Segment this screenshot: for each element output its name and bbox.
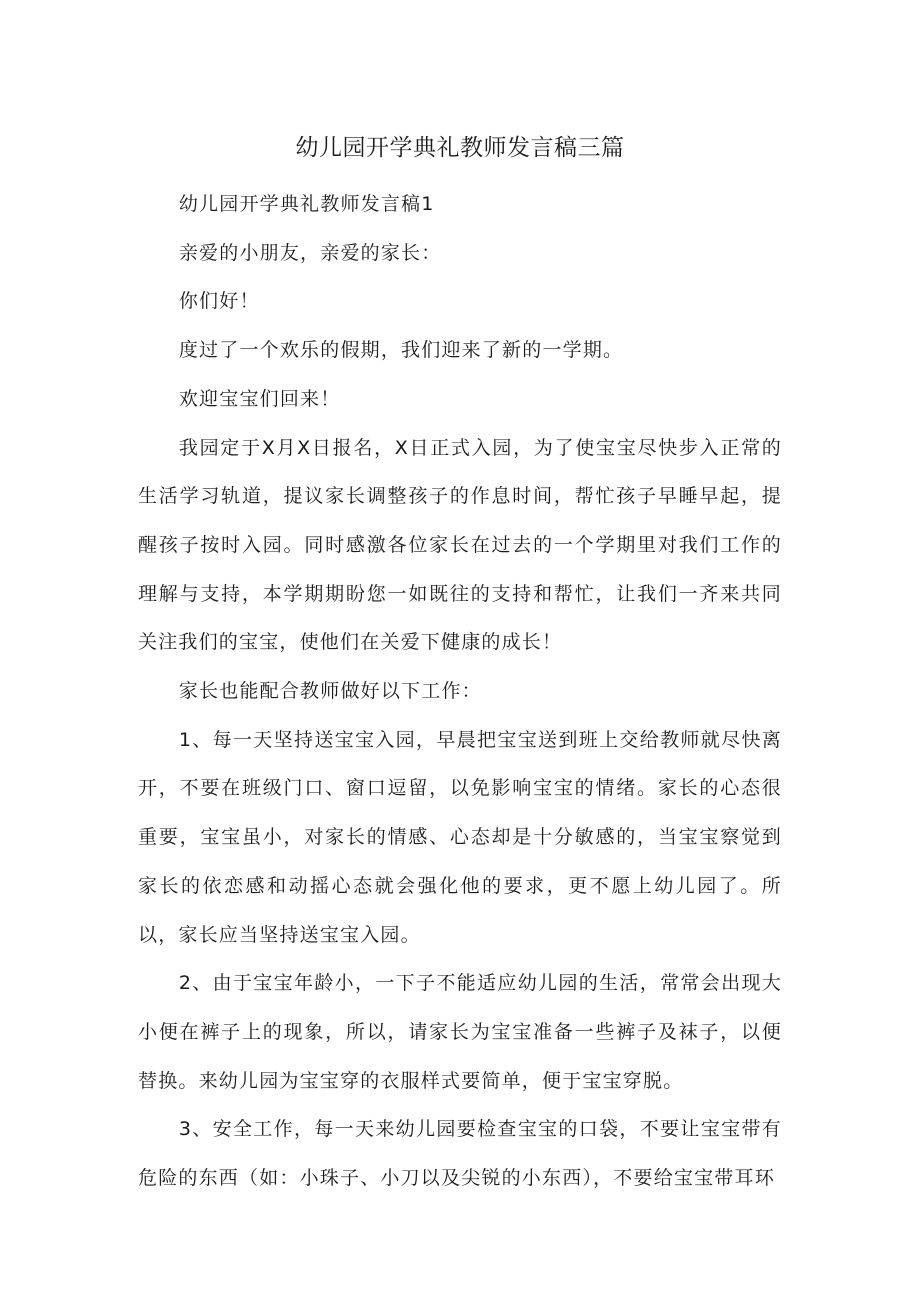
holiday-paragraph: 度过了一个欢乐的假期，我们迎来了新的一学期。 xyxy=(178,339,624,362)
welcome-paragraph: 欢迎宝宝们回来！ xyxy=(178,387,341,410)
enrollment-paragraph: 我园定于X月X日报名，X日正式入园，为了使宝宝尽快步入正常的生活学习轨道，提议家长调整孩子的作息时间，帮忙孩子早睡早起，提醒孩子按时入园。同时感激各位家长在过去的一个学期里对我们工作的理解与支持，本学期期盼您一如既往的支持和帮忙，让我们一齐来共同关注我们的宝宝，使他们在关爱下健康的成长！ xyxy=(138,436,782,654)
hello-paragraph: 你们好！ xyxy=(178,290,260,313)
cooperation-paragraph: 家长也能配合教师做好以下工作： xyxy=(178,680,482,703)
document-body xyxy=(138,180,782,1203)
item-2-paragraph: 2、由于宝宝年龄小，一下子不能适应幼儿园的生活，常常会出现大小便在裤子上的现象，所以，请家长为宝宝准备一些裤子及袜子，以便替换。来幼儿园为宝宝穿的衣服样式要简单，便于宝宝穿脱。 xyxy=(138,972,782,1092)
subtitle-paragraph: 幼儿园开学典礼教师发言稿1 xyxy=(178,193,435,215)
greeting-paragraph: 亲爱的小朋友，亲爱的家长： xyxy=(178,241,442,264)
document-title: 幼儿园开学典礼教师发言稿三篇 xyxy=(295,135,625,161)
item-1-paragraph: 1、每一天坚持送宝宝入园，早晨把宝宝送到班上交给教师就尽快离开，不要在班级门口、窗口逗留，以免影响宝宝的情绪。家长的心态很重要，宝宝虽小，对家长的情感、心态却是十分敏感的，当宝宝察觉到家长的依恋感和动摇心态就会强化他的要求，更不愿上幼儿园了。所以，家长应当坚持送宝宝入园。 xyxy=(138,728,782,946)
item-3-paragraph: 3、安全工作，每一天来幼儿园要检查宝宝的口袋，不要让宝宝带有危险的东西（如：小珠子、小刀以及尖锐的小东西），不要给宝宝带耳环 xyxy=(138,1118,782,1190)
